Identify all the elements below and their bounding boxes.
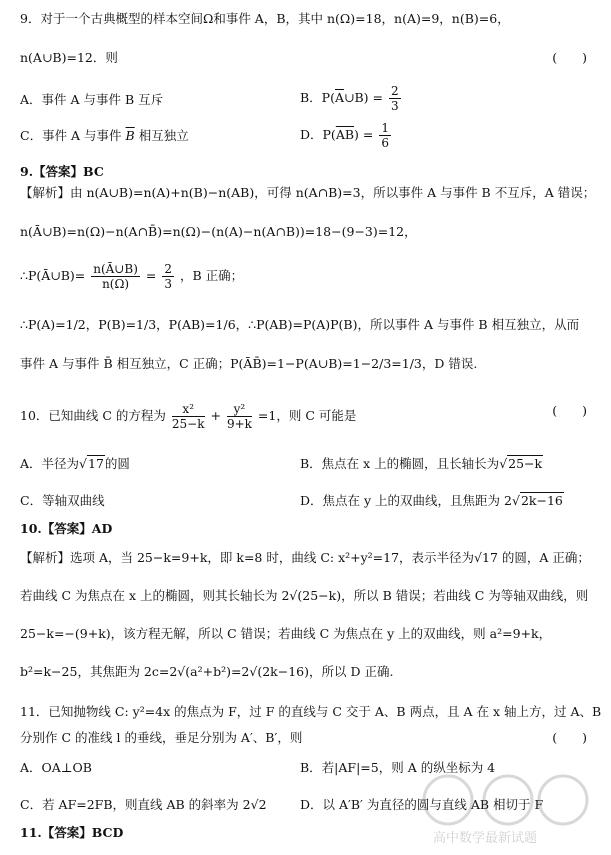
- q9-option-b: B．$P(\overline{A}\cup B)$ = $\frac{2}{3}$: [300, 84, 399, 113]
- q11-option-c: C．若 AF=2FB，则直线 AB 的斜率为 2√2: [20, 797, 267, 812]
- q9-analysis-3: ∴P(Ā∪B)= $\frac{n(Ā\cup B)}{n(\Omega)}$ = $\frac{2}{3}$ ，B 正确；: [20, 262, 244, 291]
- q10-option-b: B．焦点在 x 上的椭圆，且长轴长为√25−k: [300, 456, 543, 471]
- q11-option-a: A．OA⊥OB: [20, 760, 92, 775]
- q11-stem-line1: 11．已知抛物线 C: y²=4x 的焦点为 F，过 F 的直线与 C 交于 A、B 两点，且 A 在 x 轴上方，过 A、B: [20, 704, 602, 719]
- q9-option-d: D．$P(\overline{AB})$ = $\frac{1}{6}$: [300, 121, 389, 150]
- q11-stem-line2: 分别作 C 的准线 l 的垂线，垂足分别为 A′、B′，则 ( ): [20, 730, 587, 745]
- q9-analysis-2: n(Ā∪B)=n(Ω)−n(A∩B̄)=n(Ω)−(n(A)−n(A∩B))=18−(9−3)=12，: [20, 224, 417, 239]
- q9-analysis-4: ∴P(A)=1/2，P(B)=1/3，P(AB)=1/6，∴P(AB)=P(A)P(B)，所以事件 A 与事件 B 相互独立，从而: [20, 317, 580, 332]
- q10-analysis-4: b²=k−25，其焦距为 2c=2√(a²+b²)=2√(2k−16)，所以 D 正确.: [20, 664, 394, 679]
- q10-analysis-2: 若曲线 C 为焦点在 x 上的椭圆，则其长轴长为 2√(25−k)，所以 B 错误；若曲线 C 为等轴双曲线，则: [20, 588, 589, 603]
- q9-stem-line1: 9．对于一个古典概型的样本空间Ω和事件 A，B，其中 n(Ω)=18，n(A)=9，n(B)=6，: [20, 11, 510, 26]
- q10-answer: 10.【答案】AD: [20, 521, 113, 536]
- svg-text:高中数学最新试题: 高中数学最新试题: [433, 831, 538, 845]
- q9-analysis-1: 【解析】由 n(A∪B)=n(A)+n(B)−n(AB)，可得 n(A∩B)=3，所以事件 A 与事件 B 不互斥，A 错误；: [20, 185, 596, 200]
- q10-option-a: A．半径为√17的圆: [20, 456, 130, 471]
- q11-option-b: B．若|AF|=5，则 A 的纵坐标为 4: [300, 760, 496, 775]
- q9-option-c: C．事件 A 与事件 $\overline{B}$ 相互独立: [20, 128, 189, 143]
- q10-analysis-1: 【解析】选项 A，当 25−k=9+k，即 k=8 时，曲线 C: x²+y²=17，表示半径为√17 的圆，A 正确；: [20, 550, 590, 565]
- q11-option-d: D．以 A′B′ 为直径的圆与直线 AB 相切于 F: [300, 797, 544, 812]
- q9-answer: 9.【答案】BC: [20, 164, 104, 179]
- q9-option-a: A．事件 A 与事件 B 互斥: [20, 92, 164, 107]
- q9-analysis-5: 事件 A 与事件 B̄ 相互独立，C 正确；P(ĀB̄)=1−P(A∪B)=1−2/3=1/3，D 错误.: [20, 356, 478, 371]
- q10-option-d: D．焦点在 y 上的双曲线，且焦距为 2√2k−16: [300, 493, 563, 508]
- q10-analysis-3: 25−k=−(9+k)，该方程无解，所以 C 错误；若曲线 C 为焦点在 y 上的双曲线，则 a²=9+k，: [20, 626, 552, 641]
- q9-stem-line2: n(A∪B)=12．则 ( ): [20, 50, 587, 65]
- q10-option-c: C．等轴双曲线: [20, 493, 105, 508]
- q10-stem: 10．已知曲线 C 的方程为 $\frac{\text{x²}}{25-k}$ + $\frac{\text{y²}}{9+k}$ =1，则 C 可能是 ( ): [20, 402, 587, 431]
- q11-answer: 11.【答案】BCD: [20, 825, 124, 840]
